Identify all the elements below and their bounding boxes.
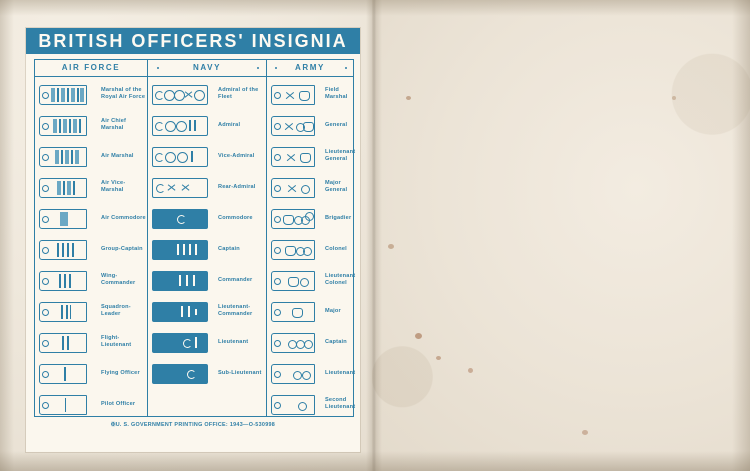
insignia-row <box>148 265 266 295</box>
button-icon <box>274 402 281 409</box>
insignia-row <box>148 296 266 326</box>
ring-icon <box>176 121 187 132</box>
rank-label: Lieutenant <box>325 369 356 376</box>
button-icon <box>274 309 281 316</box>
navy-sleeve-insignia <box>152 147 208 167</box>
insignia-badge-air-marshal <box>39 146 97 166</box>
rank-label: Wing-Commander <box>101 273 136 286</box>
insignia-badge-general <box>271 115 321 135</box>
pip-icon <box>305 212 314 221</box>
ring-icon <box>165 121 176 132</box>
crossed-batons-icon <box>184 90 193 99</box>
stripe-icon <box>188 306 190 317</box>
stripe-icon <box>194 120 196 131</box>
printing-office-credit: ✠U. S. GOVERNMENT PRINTING OFFICE: 1943—O-530998 <box>110 422 276 428</box>
curl-icon <box>177 215 186 224</box>
insignia-badge-lieutenant <box>271 363 321 383</box>
button-icon <box>42 154 49 161</box>
rank-label: Admiral of the Fleet <box>218 87 259 100</box>
raf-shoulder-board <box>39 147 87 167</box>
book-gutter <box>366 0 382 471</box>
curl-icon <box>155 122 164 131</box>
rank-label: Brigadier <box>325 214 352 221</box>
pip-icon <box>298 402 307 411</box>
foxing-stain <box>672 96 676 100</box>
army-shoulder-board <box>271 364 315 384</box>
foxing-stain <box>468 368 473 373</box>
button-icon <box>274 92 281 99</box>
insignia-row <box>148 79 266 109</box>
pip-icon <box>300 278 309 287</box>
navy-shoulder-board <box>152 240 208 260</box>
stripe-icon <box>195 337 197 348</box>
insignia-badge-squadron-leader <box>39 301 97 321</box>
insignia-row <box>148 234 266 264</box>
insignia-badge-air-vice-marshal <box>39 177 97 197</box>
page-shadow-bottom <box>0 451 750 471</box>
army-shoulder-board <box>271 333 315 353</box>
insignia-badge-captain <box>271 332 321 352</box>
rank-label: Flying Officer <box>101 369 140 376</box>
raf-shoulder-board <box>39 116 87 136</box>
insignia-grid <box>34 59 354 417</box>
button-icon <box>42 278 49 285</box>
insignia-badge-admiral-of-the-fleet <box>152 84 214 104</box>
rank-label: Air Marshal <box>101 152 134 159</box>
page-shadow-left <box>0 0 14 471</box>
rank-label: Sub-Lieutenant <box>218 369 262 376</box>
rank-label: Marshal of the Royal Air Force <box>101 87 146 100</box>
button-icon <box>42 247 49 254</box>
army-shoulder-board <box>271 395 315 415</box>
insignia-badge-flying-officer <box>39 363 97 383</box>
button-icon <box>274 154 281 161</box>
crossed-batons-icon <box>181 183 190 192</box>
crossed-batons-icon <box>167 183 176 192</box>
stripe-icon <box>195 244 197 255</box>
raf-shoulder-board <box>39 395 87 415</box>
navy-shoulder-board <box>152 333 208 353</box>
insignia-badge-group-captain <box>39 239 97 259</box>
rank-label: Lieutenant General <box>325 149 356 162</box>
insignia-row <box>148 110 266 140</box>
insignia-row <box>267 296 353 326</box>
insignia-row <box>267 172 353 202</box>
insignia-badge-commodore <box>152 208 214 228</box>
crown-icon <box>292 308 303 318</box>
navy-sleeve-insignia <box>152 85 208 105</box>
insignia-badge-field-marshal <box>271 84 321 104</box>
insignia-badge-lieutenant-colonel <box>271 270 321 290</box>
insignia-row <box>148 327 266 357</box>
insignia-row <box>35 203 147 233</box>
rank-label: Air Commodore <box>101 214 146 221</box>
navy-sleeve-insignia <box>152 116 208 136</box>
crown-icon <box>299 91 310 101</box>
button-icon <box>274 216 281 223</box>
pip-icon <box>304 340 313 349</box>
insignia-row <box>35 296 147 326</box>
army-shoulder-board <box>271 240 315 260</box>
crossed-swords-icon <box>287 183 297 193</box>
rank-label: Vice-Admiral <box>218 152 255 159</box>
insignia-row <box>267 203 353 233</box>
button-icon <box>42 309 49 316</box>
crossed-batons-icon <box>285 90 295 100</box>
ring-icon <box>177 152 188 163</box>
stripe-icon <box>189 244 191 255</box>
insignia-row <box>35 141 147 171</box>
insignia-row <box>267 327 353 357</box>
insignia-row <box>148 203 266 233</box>
column-header-navy: NAVY <box>192 63 222 72</box>
curl-icon <box>155 153 164 162</box>
button-icon <box>274 247 281 254</box>
foxing-stain <box>436 356 441 360</box>
raf-shoulder-board <box>39 178 87 198</box>
insignia-row <box>267 265 356 295</box>
raf-shoulder-board <box>39 240 87 260</box>
crossed-swords-icon <box>286 152 296 162</box>
header-dot <box>345 67 347 69</box>
stripe-icon <box>177 244 179 255</box>
curl-icon <box>187 370 196 379</box>
stripe-icon <box>193 275 195 286</box>
rank-label: Captain <box>218 245 240 252</box>
button-icon <box>274 371 281 378</box>
rank-label: Major General <box>325 180 348 193</box>
button-icon <box>274 185 281 192</box>
rank-label: Second Lieutenant <box>325 397 356 410</box>
rank-label: Lieutenant Colonel <box>325 273 356 286</box>
insignia-row <box>267 389 356 419</box>
insignia-badge-air-chief-marshal <box>39 115 97 135</box>
stripe-icon <box>191 151 193 162</box>
navy-sleeve-insignia <box>152 178 208 198</box>
paper-texture <box>372 0 750 471</box>
button-icon <box>42 216 49 223</box>
army-shoulder-board <box>271 85 315 105</box>
stripe-icon <box>189 120 191 131</box>
button-icon <box>42 185 49 192</box>
insignia-badge-lieutenant-commander <box>152 301 214 321</box>
foxing-stain <box>415 333 422 339</box>
crown-icon <box>300 153 311 163</box>
crossed-swords-icon <box>284 121 294 131</box>
stripe-icon <box>186 275 188 286</box>
rank-label: Admiral <box>218 121 241 128</box>
army-shoulder-board <box>271 302 315 322</box>
insignia-row <box>35 265 147 295</box>
rank-label: Flight-Lieutenant <box>101 335 132 348</box>
button-icon <box>42 402 49 409</box>
pip-icon <box>303 247 312 256</box>
rank-label: Group-Captain <box>101 245 143 252</box>
button-icon <box>274 123 281 130</box>
insignia-badge-major-general <box>271 177 321 197</box>
column-navy <box>148 77 266 416</box>
insignia-row <box>35 234 147 264</box>
crown-icon <box>303 122 314 132</box>
raf-shoulder-board <box>39 271 87 291</box>
curl-icon <box>156 184 165 193</box>
rank-label: Major <box>325 307 341 314</box>
column-header-army: ARMY <box>295 63 325 72</box>
insignia-badge-captain <box>152 239 214 259</box>
foxing-stain <box>406 96 411 100</box>
foxing-stain <box>388 244 394 249</box>
pip-icon <box>301 185 310 194</box>
army-shoulder-board <box>271 116 315 136</box>
ring-icon <box>194 90 205 101</box>
rank-label: Commodore <box>218 214 253 221</box>
chart-title: BRITISH OFFICERS' INSIGNIA <box>26 28 360 54</box>
page-shadow-top <box>0 0 750 16</box>
rank-label: Squadron-Leader <box>101 304 131 317</box>
header-dot <box>257 67 259 69</box>
raf-shoulder-board <box>39 333 87 353</box>
header-dot <box>157 67 159 69</box>
insignia-row <box>35 110 147 140</box>
ring-icon <box>165 152 176 163</box>
button-icon <box>274 340 281 347</box>
rank-label: General <box>325 121 348 128</box>
insignia-badge-air-commodore <box>39 208 97 228</box>
insignia-badge-commander <box>152 270 214 290</box>
navy-shoulder-board <box>152 364 208 384</box>
stripe-icon <box>183 244 185 255</box>
insignia-badge-lieutenant-general <box>271 146 321 166</box>
insignia-badge-flight-lieutenant <box>39 332 97 352</box>
rank-label: Lieutenant <box>218 338 249 345</box>
army-shoulder-board <box>271 209 315 229</box>
crown-icon <box>283 215 294 225</box>
insignia-badge-vice-admiral <box>152 146 214 166</box>
navy-shoulder-board <box>152 302 208 322</box>
stripe-icon <box>179 275 181 286</box>
rank-label: Colonel <box>325 245 347 252</box>
army-shoulder-board <box>271 271 315 291</box>
insignia-row <box>267 358 356 388</box>
insignia-row <box>148 358 266 388</box>
raf-shoulder-board <box>39 302 87 322</box>
insignia-row <box>267 234 353 264</box>
insignia-row <box>35 327 147 357</box>
insignia-row <box>267 79 353 109</box>
raf-shoulder-board <box>39 364 87 384</box>
insignia-row <box>35 389 147 419</box>
header-dot <box>275 67 277 69</box>
insignia-row <box>148 172 266 202</box>
insignia-row <box>267 110 353 140</box>
insignia-chart <box>26 28 360 452</box>
insignia-row <box>35 358 147 388</box>
navy-shoulder-board <box>152 271 208 291</box>
rank-label: Lieutenant-Commander <box>218 304 253 317</box>
insignia-badge-sub-lieutenant <box>152 363 214 383</box>
insignia-row <box>35 79 147 109</box>
insignia-badge-colonel <box>271 239 321 259</box>
pip-icon <box>293 371 302 380</box>
crown-icon <box>288 277 299 287</box>
insignia-badge-pilot-officer <box>39 394 97 414</box>
insignia-badge-wing-commander <box>39 270 97 290</box>
army-shoulder-board <box>271 178 315 198</box>
column-army <box>267 77 356 416</box>
rank-label: Captain <box>325 338 347 345</box>
raf-shoulder-board <box>39 209 87 229</box>
curl-icon <box>183 339 192 348</box>
column-header-air-force: AIR FORCE <box>61 63 121 72</box>
insignia-badge-second-lieutenant <box>271 394 321 414</box>
column-air-force <box>35 77 147 416</box>
button-icon <box>42 92 49 99</box>
insignia-badge-admiral <box>152 115 214 135</box>
page-shadow-right <box>732 0 750 471</box>
raf-shoulder-board <box>39 85 87 105</box>
rank-label: Air Vice-Marshal <box>101 180 126 193</box>
insignia-badge-major <box>271 301 321 321</box>
crown-icon <box>285 246 296 256</box>
insignia-badge-lieutenant <box>152 332 214 352</box>
insignia-row <box>267 141 356 171</box>
button-icon <box>42 340 49 347</box>
pip-icon <box>302 371 311 380</box>
button-icon <box>42 123 49 130</box>
stripe-icon <box>181 306 183 317</box>
rank-label: Field Marshal <box>325 87 348 100</box>
button-icon <box>42 371 49 378</box>
stripe-icon <box>195 309 197 315</box>
army-shoulder-board <box>271 147 315 167</box>
rank-label: Air Chief Marshal <box>101 118 127 131</box>
insignia-badge-rear-admiral <box>152 177 214 197</box>
rank-label: Commander <box>218 276 253 283</box>
insignia-row <box>35 172 147 202</box>
button-icon <box>274 278 281 285</box>
navy-shoulder-board <box>152 209 208 229</box>
right-page <box>372 0 750 471</box>
rank-label: Rear-Admiral <box>218 183 256 190</box>
foxing-stain <box>582 430 588 435</box>
insignia-row <box>148 141 266 171</box>
insignia-badge-brigadier <box>271 208 321 228</box>
rank-label: Pilot Officer <box>101 400 136 407</box>
insignia-badge-marshal-of-the-royal-air-force <box>39 84 97 104</box>
curl-icon <box>155 91 164 100</box>
